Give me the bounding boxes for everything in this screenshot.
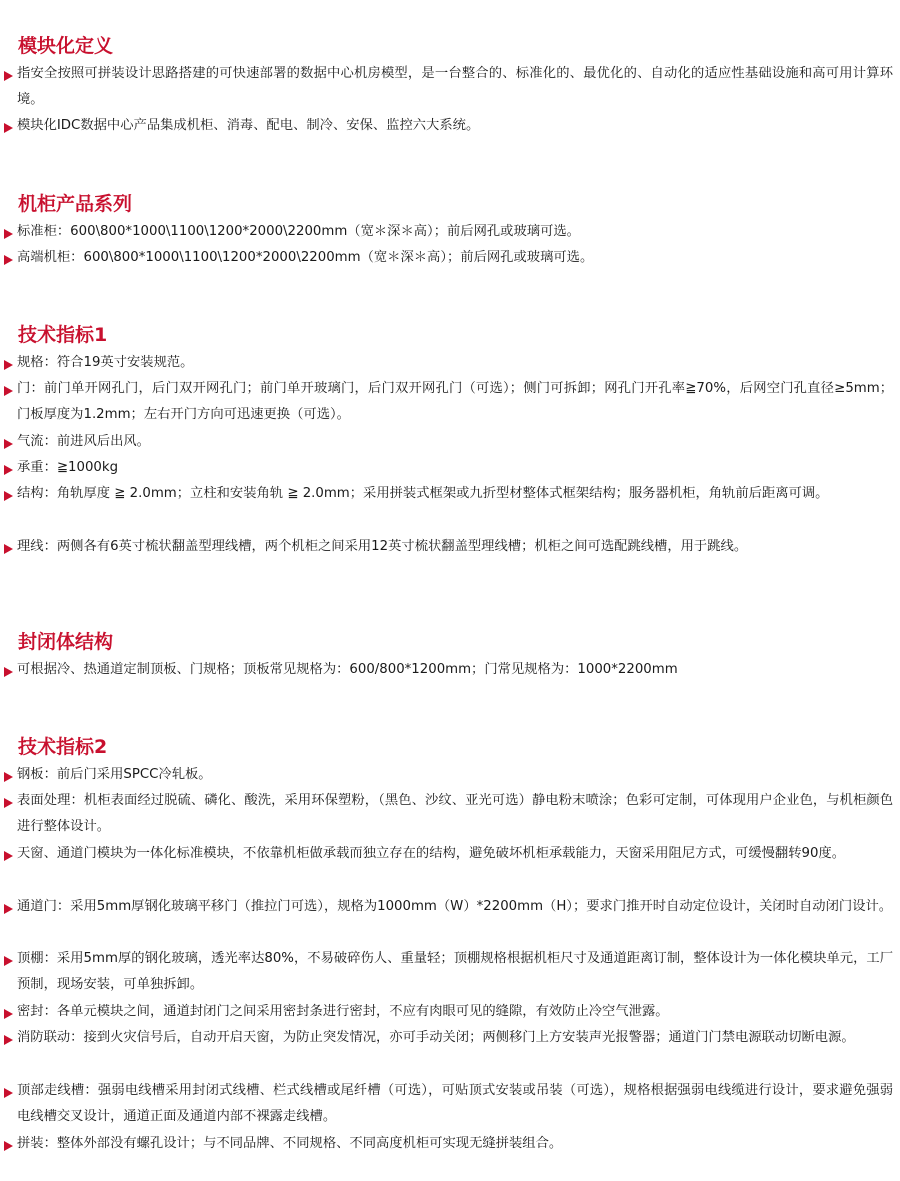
bullet-icon bbox=[4, 465, 13, 475]
item-text: 密封：各单元模块之间，通道封闭门之间采用密封条进行密封，不应有肉眼可见的缝隙，有效防止冷空气泄露。 bbox=[17, 1004, 669, 1019]
item-text: 理线：两侧各有6英寸梳状翻盖型理线槽，两个机柜之间采用12英寸梳状翻盖型理线槽；机柜之间可选配跳线槽，用于跳线。 bbox=[17, 539, 748, 554]
bullet-icon bbox=[4, 544, 13, 554]
bullet-icon bbox=[4, 229, 13, 239]
item-text: 结构：角轨厚度 ≧ 2.0mm；立柱和安装角轨 ≧ 2.0mm；采用拼装式框架或九折型材整体式框架结构；服务器机柜，角轨前后距离可调。 bbox=[17, 486, 829, 501]
item-text: 门：前门单开网孔门，后门双开网孔门；前门单开玻璃门，后门双开网孔门（可选）；侧门可拆卸；网孔门开孔率≧70%，后网空门孔直径≥5mm；门板厚度为1.2mm；左右开门方向可迅速更换（可选）。 bbox=[17, 381, 893, 422]
section-title: 技术指标2 bbox=[18, 736, 108, 758]
bullet-icon bbox=[4, 491, 13, 501]
bullet-icon bbox=[4, 123, 13, 133]
item-text: 标准柜：600\800*1000\1100\1200*2000\2200mm（宽＊深＊高）；前后网孔或玻璃可选。 bbox=[17, 224, 580, 239]
bullet-icon bbox=[4, 71, 13, 81]
section-title: 模块化定义 bbox=[18, 35, 114, 57]
bullet-icon bbox=[4, 1009, 13, 1019]
item-text: 规格：符合19英寸安装规范。 bbox=[17, 355, 194, 370]
bullet-icon bbox=[4, 439, 13, 449]
bullet-icon bbox=[4, 956, 13, 966]
bullet-icon bbox=[4, 255, 13, 265]
bullet-icon bbox=[4, 667, 13, 677]
item-text: 消防联动：接到火灾信号后，自动开启天窗，为防止突发情况，亦可手动关闭；两侧移门上方安装声光报警器；通道门门禁电源联动切断电源。 bbox=[17, 1030, 855, 1045]
item-text: 可根据冷、热通道定制顶板、门规格；顶板常见规格为：600/800*1200mm；门常见规格为：1000*2200mm bbox=[17, 662, 678, 677]
section-title: 封闭体结构 bbox=[18, 631, 114, 653]
bullet-icon bbox=[4, 1141, 13, 1151]
bullet-icon bbox=[4, 851, 13, 861]
item-text: 顶棚：采用5mm厚的钢化玻璃，透光率达80%，不易破碎伤人、重量轻；顶棚规格根据机柜尺寸及通道距离订制，整体设计为一体化模块单元，工厂预制，现场安装，可单独拆卸。 bbox=[17, 951, 893, 992]
bullet-icon bbox=[4, 904, 13, 914]
item-text: 顶部走线槽：强弱电线槽采用封闭式线槽、栏式线槽或尾纤槽（可选），可贴顶式安装或吊装（可选），规格根据强弱电线缆进行设计，要求避免强弱电线槽交叉设计，通道正面及通道内部不裸露走线槽。 bbox=[17, 1083, 893, 1124]
item-text: 模块化IDC数据中心产品集成机柜、消毒、配电、制冷、安保、监控六大系统。 bbox=[17, 118, 480, 133]
item-text: 高端机柜：600\800*1000\1100\1200*2000\2200mm（宽＊深＊高）；前后网孔或玻璃可选。 bbox=[17, 250, 594, 265]
item-text: 钢板：前后门采用SPCC冷轧板。 bbox=[17, 767, 212, 782]
bullet-icon bbox=[4, 386, 13, 396]
item-text: 表面处理：机柜表面经过脱硫、磷化、酸洗，采用环保塑粉，（黑色、沙纹、亚光可选）静电粉末喷涂；色彩可定制，可体现用户企业色，与机柜颜色进行整体设计。 bbox=[17, 793, 893, 834]
item-text: 指安全按照可拼装设计思路搭建的可快速部署的数据中心机房模型，是一台整合的、标准化的、最优化的、自动化的适应性基础设施和高可用计算环境。 bbox=[17, 66, 893, 107]
item-text: 气流：前进风后出风。 bbox=[17, 434, 150, 449]
bullet-icon bbox=[4, 798, 13, 808]
item-text: 拼装：整体外部没有螺孔设计；与不同品牌、不同规格、不同高度机柜可实现无缝拼装组合。 bbox=[17, 1136, 563, 1151]
bullet-icon bbox=[4, 772, 13, 782]
bullet-icon bbox=[4, 1035, 13, 1045]
item-text: 承重：≧1000kg bbox=[17, 460, 119, 475]
item-text: 天窗、通道门模块为一体化标准模块，不依靠机柜做承载而独立存在的结构，避免破坏机柜承载能力，天窗采用阻尼方式，可缓慢翻转90度。 bbox=[17, 846, 846, 861]
section-title: 机柜产品系列 bbox=[18, 193, 133, 215]
item-text: 通道门：采用5mm厚钢化玻璃平移门（推拉门可选），规格为1000mm（W）*2200mm（H）；要求门推开时自动定位设计，关闭时自动闭门设计。 bbox=[17, 899, 893, 914]
bullet-icon bbox=[4, 1088, 13, 1098]
section-title: 技术指标1 bbox=[18, 324, 108, 346]
bullet-icon bbox=[4, 360, 13, 370]
